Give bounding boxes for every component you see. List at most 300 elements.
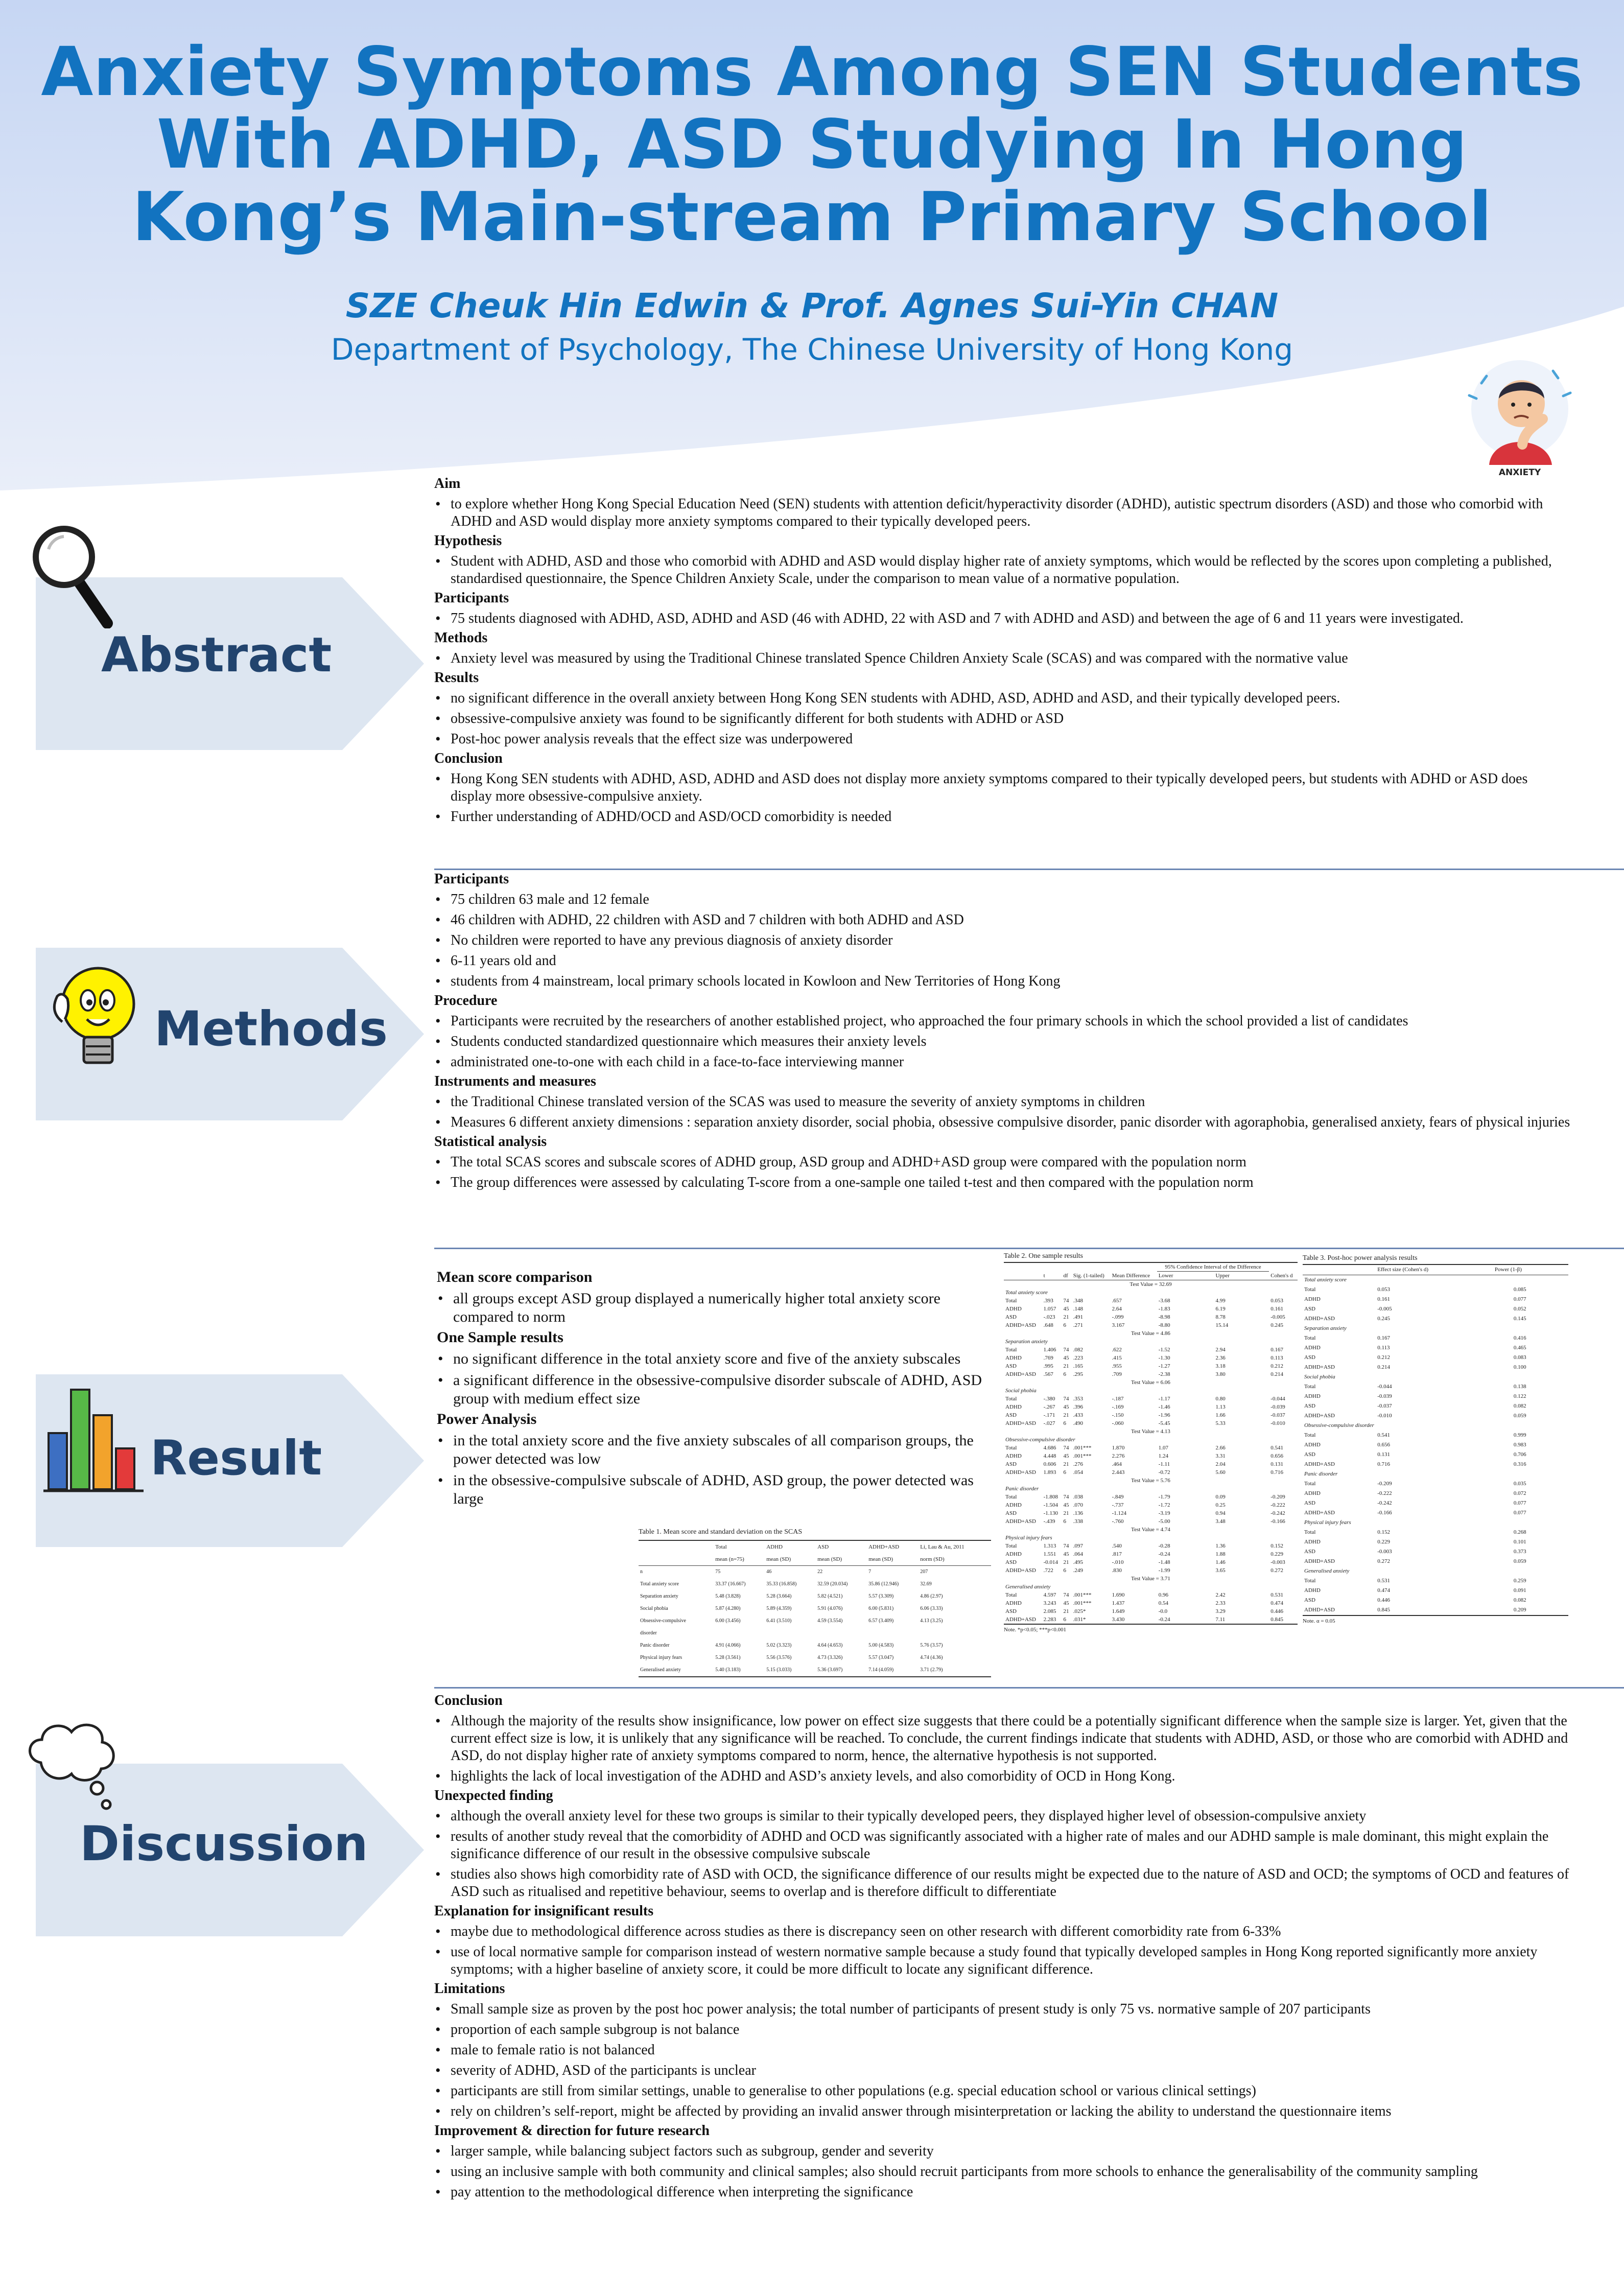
test-value-row	[1004, 1427, 1298, 1436]
list-item: • Although the majority of the results show insignificance, low power on effect size suggests that there could be a potentially significant difference when the sample size is larger. Yet, given that the current effect size is low, it is unlikely that any significance will be reached. To conclude, the current findings indicate that students with ADHD, ASD, or those who are comorbid with ADHD and ASD, do not display higher rate of anxiety symptoms compared to norm, hence, the alternative hypothesis is not supported.	[434, 1713, 1573, 1765]
table-cell: -0.24	[1158, 1551, 1170, 1557]
table-cell: 2.04	[1215, 1461, 1226, 1467]
table-cell: 0.229	[1270, 1551, 1284, 1557]
table-cell: 3.65	[1215, 1567, 1226, 1574]
table-cell: 3.48	[1215, 1518, 1226, 1525]
table-cell: Social phobia	[1005, 1388, 1037, 1394]
table-cell: Test Value = 4.13	[1131, 1428, 1170, 1435]
abstract-content	[434, 473, 1563, 826]
table-cell: 0.209	[1493, 1605, 1568, 1615]
table-row	[1004, 1313, 1298, 1321]
table-cell: 5.57 (3.047)	[868, 1655, 894, 1660]
table-cell: .648	[1043, 1322, 1053, 1328]
group-row	[1303, 1324, 1568, 1333]
table-cell: Total	[1304, 1286, 1316, 1293]
table-cell: 1.07	[1158, 1445, 1168, 1451]
bullet-list	[437, 1432, 988, 1508]
table-cell: -0.044	[1270, 1396, 1285, 1402]
table-cell: 21	[1063, 1510, 1069, 1516]
table-row	[1004, 1411, 1298, 1419]
table-cell: .830	[1112, 1567, 1122, 1574]
table-cell: 0.245	[1377, 1316, 1390, 1322]
table-row	[1303, 1547, 1568, 1557]
bullet-list	[434, 1154, 1573, 1191]
table-row	[1004, 1444, 1298, 1452]
table-cell: 3.18	[1215, 1363, 1226, 1369]
table-row	[1303, 1479, 1568, 1489]
list-item: • the Traditional Chinese translated version of the SCAS was used to measure the severity of anxiety symptoms in children	[434, 1093, 1573, 1111]
table-caption: Table 1. Mean score and standard deviation on the SCAS	[639, 1528, 803, 1536]
table-cell: 0.212	[1377, 1354, 1390, 1361]
table-header: ADHD+ASD	[868, 1544, 900, 1550]
table-subheader	[639, 1553, 714, 1566]
table-cell: 4.448	[1043, 1453, 1056, 1459]
table-cell: 45	[1063, 1551, 1069, 1557]
table-cell: 0.706	[1513, 1451, 1526, 1458]
table-cell: 5.60	[1215, 1469, 1226, 1475]
table-cell: 7.11	[1214, 1615, 1269, 1624]
table-cell: -0.28	[1158, 1543, 1170, 1549]
table-cell: .025*	[1073, 1608, 1086, 1614]
table-cell: -0.010	[1377, 1413, 1392, 1419]
table-cell: 2.085	[1043, 1608, 1056, 1614]
bullet-list	[437, 1350, 988, 1408]
table-cell: 45	[1063, 1600, 1069, 1606]
table-cell: Total	[1005, 1494, 1017, 1500]
table-header: Effect size (Cohen's d)	[1376, 1264, 1493, 1275]
table-cell: ADHD+ASD	[1304, 1510, 1335, 1516]
table-row	[1004, 1452, 1298, 1460]
table-cell: 45	[1063, 1306, 1069, 1312]
table-cell: 6.00 (3.456)	[715, 1618, 741, 1624]
table-row	[1004, 1403, 1298, 1411]
list-item: • all groups except ASD group displayed a numerically higher total anxiety score compared to norm	[437, 1290, 988, 1326]
table-cell: -.027	[1043, 1420, 1055, 1426]
table-row	[1303, 1411, 1568, 1421]
table-cell: 2.36	[1215, 1355, 1226, 1361]
table-cell: 5.56 (3.576)	[766, 1655, 792, 1660]
table-cell: ADHD+ASD	[1303, 1605, 1376, 1615]
table-header: Upper	[1214, 1272, 1269, 1280]
table-cell: 0.541	[1270, 1445, 1284, 1451]
table-cell: 2.443	[1112, 1469, 1125, 1475]
list-item: • use of local normative sample for comparison instead of western normative sample because a study found that typically developed samples in Hong Kong reported significantly more anxiety symptoms; with a higher baseline of anxiety score, it could be more difficult to locate any significant difference.	[434, 1943, 1573, 1978]
list-item: • highlights the lack of local investigation of the ADHD and ASD’s anxiety levels, and also comorbidity of OCD in Hong Kong.	[434, 1768, 1573, 1785]
table-cell: ADHD+ASD	[1304, 1364, 1335, 1370]
table-row	[1004, 1615, 1298, 1624]
table-row	[1004, 1354, 1298, 1362]
list-item: • Small sample size as proven by the post hoc power analysis; the total number of participants of present study is only 75 vs. normative sample of 207 participants	[434, 2001, 1573, 2018]
table-cell: ADHD	[1304, 1587, 1321, 1594]
table-cell: 6	[1063, 1322, 1066, 1328]
table-cell: 6	[1063, 1420, 1066, 1426]
table-cell: 3.29	[1215, 1608, 1226, 1614]
table-cell: -0.003	[1270, 1559, 1285, 1565]
table-cell: Total anxiety score	[640, 1581, 679, 1587]
table-cell: 0.101	[1513, 1539, 1526, 1545]
table-cell: -0.044	[1377, 1384, 1392, 1390]
table-row	[1303, 1557, 1568, 1566]
table-row	[1303, 1596, 1568, 1605]
table-cell: Total	[1005, 1298, 1017, 1304]
bullet-list	[434, 1013, 1573, 1071]
table-row	[1303, 1528, 1568, 1537]
table-cell: 45	[1063, 1355, 1069, 1361]
table-row	[1004, 1493, 1298, 1501]
table-row	[639, 1652, 991, 1664]
table-header: Total	[715, 1544, 727, 1550]
table-cell: 0.259	[1513, 1578, 1526, 1584]
list-item: • Student with ADHD, ASD and those who comorbid with ADHD and ASD would display higher rate of anxiety symptoms, which would be reflected by the scores upon completing a published, standardised questionnaire, the Spence Children Anxiety Scale, under the comparison to mean value of a normative population.	[434, 553, 1563, 588]
table-cell: ASD	[1005, 1412, 1017, 1418]
table-row	[1303, 1304, 1568, 1314]
table-cell: 1.13	[1215, 1404, 1226, 1410]
table-cell: 0.052	[1513, 1306, 1526, 1312]
table-cell: Total	[1304, 1578, 1316, 1584]
table-row	[639, 1627, 991, 1639]
table-cell: 5.48 (3.828)	[715, 1594, 741, 1599]
table-cell: 5.40 (3.183)	[714, 1664, 765, 1677]
table-subheader: mean (SD)	[816, 1553, 867, 1566]
table-cell: 0.272	[1377, 1558, 1390, 1564]
table-cell: 0.100	[1513, 1364, 1526, 1370]
divider-result-discussion	[434, 1687, 1624, 1689]
table-row	[1004, 1550, 1298, 1558]
table-cell: 45	[1063, 1404, 1069, 1410]
table-cell: ADHD+ASD	[1004, 1615, 1042, 1624]
table-cell: -1.96	[1158, 1412, 1170, 1418]
section-heading: Unexpected finding	[434, 1788, 553, 1803]
bullet-list	[434, 650, 1563, 667]
table-cell: 15.14	[1215, 1322, 1229, 1328]
table-cell: Total	[1304, 1481, 1316, 1487]
table-row	[1004, 1517, 1298, 1526]
table-cell: 32.59 (20.034)	[817, 1581, 848, 1587]
bullet-list	[434, 1808, 1573, 1901]
table-row	[1303, 1363, 1568, 1372]
table-cell: 0.474	[1270, 1600, 1284, 1606]
table-cell: Test Value = 5.76	[1131, 1478, 1170, 1484]
table-cell: 4.59 (3.554)	[817, 1618, 843, 1624]
poster-affiliation: Department of Psychology, The Chinese University of Hong Kong	[331, 332, 1293, 367]
table-cell: 4.91 (4.066)	[715, 1643, 741, 1648]
table-cell: 21	[1063, 1412, 1069, 1418]
table-cell: 2.42	[1215, 1592, 1226, 1598]
table-cell: 4.13 (3.25)	[920, 1618, 943, 1624]
table-header: Sig. (1-tailed)	[1072, 1272, 1111, 1280]
list-item: • pay attention to the methodological difference when interpreting the significance	[434, 2184, 1573, 2201]
table-header: df	[1062, 1272, 1072, 1280]
table-cell: 0.373	[1513, 1549, 1526, 1555]
list-item: • Anxiety level was measured by using the Traditional Chinese translated Spence Children Anxiety Scale (SCAS) and was compared with the normative value	[434, 650, 1563, 667]
table-cell: 0.152	[1377, 1529, 1390, 1535]
table-header: Lower	[1157, 1272, 1214, 1280]
table-row	[1303, 1314, 1568, 1324]
table-cell	[765, 1627, 816, 1639]
table-cell: ASD	[1304, 1549, 1316, 1555]
table-cell: .038	[1073, 1494, 1083, 1500]
divider-methods-result	[434, 1248, 1624, 1249]
table-cell: ASD	[1304, 1597, 1316, 1603]
table-cell: ASD	[1005, 1363, 1017, 1369]
table-cell: 0.845	[1269, 1615, 1298, 1624]
table-cell: 0.082	[1513, 1597, 1526, 1603]
table-cell: ADHD	[1304, 1345, 1321, 1351]
table-cell: -.267	[1043, 1404, 1055, 1410]
table-cell: ADHD	[1005, 1502, 1022, 1508]
table-cell: -0.222	[1377, 1490, 1392, 1496]
table-cell: -0.039	[1270, 1404, 1285, 1410]
table-cell: Obsessive-compulsive	[640, 1618, 686, 1624]
table-cell: ADHD+ASD	[1005, 1567, 1036, 1574]
section-heading: Instruments and measures	[434, 1073, 596, 1089]
table-header	[1004, 1262, 1157, 1272]
table-row	[1303, 1392, 1568, 1401]
table-cell: .001***	[1073, 1453, 1092, 1459]
table-cell: 0.077	[1513, 1500, 1526, 1506]
table-row	[1303, 1498, 1568, 1508]
table-cell: 0.656	[1270, 1453, 1284, 1459]
table-cell: Panic disorder	[640, 1643, 670, 1648]
table-cell: -1.27	[1158, 1363, 1170, 1369]
table-cell: 0.474	[1377, 1587, 1390, 1594]
table-cell	[816, 1627, 867, 1639]
table-cell: 4.86 (2.97)	[920, 1594, 943, 1599]
table-row	[1303, 1586, 1568, 1596]
bullet-list	[434, 1093, 1573, 1131]
table-cell: ADHD	[1005, 1600, 1022, 1606]
table-cell: Panic disorder	[1005, 1486, 1039, 1492]
table-subheader: mean (SD)	[867, 1553, 919, 1566]
table-cell: 2.66	[1215, 1445, 1226, 1451]
table-cell: Test Value = 4.86	[1131, 1330, 1170, 1337]
table-cell: -0.0	[1158, 1608, 1168, 1614]
section-heading: One Sample results	[437, 1329, 563, 1346]
table-header	[639, 1540, 714, 1553]
table-cell: 6	[1063, 1567, 1066, 1574]
table-cell: Total anxiety score	[1304, 1277, 1347, 1283]
table-cell: 4.99	[1215, 1298, 1226, 1304]
table-cell: ADHD+ASD	[1304, 1413, 1335, 1419]
section-heading: Procedure	[434, 993, 498, 1009]
group-row	[1004, 1485, 1298, 1493]
table-row	[1303, 1431, 1568, 1440]
bullet-list	[434, 690, 1563, 748]
table-cell: Physical injury fears	[1005, 1535, 1052, 1541]
table-row	[1303, 1576, 1568, 1586]
table-cell: .491	[1073, 1314, 1083, 1320]
table-cell: 3.243	[1043, 1600, 1056, 1606]
table-cell: 0.606	[1043, 1461, 1056, 1467]
table-cell: .657	[1112, 1298, 1122, 1304]
table-cell: 0.122	[1513, 1393, 1526, 1399]
table-row	[1004, 1362, 1298, 1370]
table-cell: 1.36	[1215, 1543, 1226, 1549]
table-cell: 45	[1063, 1502, 1069, 1508]
table-cell: 1.690	[1112, 1592, 1125, 1598]
table-row	[1303, 1333, 1568, 1343]
table-cell: 0.229	[1377, 1539, 1390, 1545]
table-cell: 74	[1063, 1592, 1069, 1598]
table-cell: -0.24	[1157, 1615, 1214, 1624]
table-cell: 0.268	[1513, 1529, 1526, 1535]
table-cell: Obsessive-compulsive disorder	[1005, 1437, 1075, 1443]
list-item: • Further understanding of ADHD/OCD and ASD/OCD comorbidity is needed	[434, 808, 1563, 826]
group-row	[1303, 1421, 1568, 1431]
list-item: • obsessive-compulsive anxiety was found to be significantly different for both students with ADHD or ASD	[434, 710, 1563, 728]
section-heading: Limitations	[434, 1981, 505, 1997]
table-cell: 0.077	[1513, 1296, 1526, 1302]
test-value-row	[1004, 1575, 1298, 1583]
table-1	[639, 1527, 991, 1677]
list-item: • No children were reported to have any previous diagnosis of anxiety disorder	[434, 932, 1573, 949]
table-cell: 0.083	[1513, 1354, 1526, 1361]
table-cell: .353	[1073, 1396, 1083, 1402]
table-cell: -1.30	[1158, 1355, 1170, 1361]
table-caption: Table 2. One sample results	[1004, 1252, 1083, 1260]
table-cell: -3.68	[1158, 1298, 1170, 1304]
table-cell: -.010	[1112, 1559, 1124, 1565]
table-cell: ADHD+ASD	[1005, 1420, 1036, 1426]
table-cell: .001***	[1073, 1592, 1092, 1598]
table-cell: -1.79	[1158, 1494, 1170, 1500]
table-cell: -1.48	[1158, 1559, 1170, 1565]
section-heading: Statistical analysis	[434, 1134, 547, 1150]
table-cell: ASD	[1304, 1306, 1316, 1312]
table-cell: ADHD	[1005, 1355, 1022, 1361]
magnifier-icon	[31, 521, 117, 628]
table-cell: Generalised anxiety	[1304, 1568, 1350, 1574]
group-row	[1303, 1518, 1568, 1528]
table-cell: ADHD	[1005, 1551, 1022, 1557]
list-item: • students from 4 mainstream, local primary schools located in Kowloon and New Territories of Hong Kong	[434, 973, 1573, 990]
group-row	[1303, 1566, 1568, 1576]
table-note: Note. *p<0.05; ***p<0.001	[1004, 1627, 1067, 1633]
table-cell: -0.005	[1270, 1314, 1285, 1320]
bar-chart-icon	[43, 1385, 146, 1497]
table-cell: 5.57 (3.309)	[868, 1594, 894, 1599]
table-cell: 1.057	[1043, 1306, 1056, 1312]
table-cell: -0.037	[1270, 1412, 1285, 1418]
table-cell: 3.71 (2.79)	[919, 1664, 991, 1677]
table-cell: 0.09	[1215, 1494, 1226, 1500]
table-cell: 6.00 (5.831)	[868, 1606, 894, 1611]
table-cell	[714, 1627, 765, 1639]
table-row	[1004, 1321, 1298, 1329]
table-cell: Test Value = 3.71	[1131, 1576, 1170, 1582]
table-cell: .817	[1112, 1551, 1122, 1557]
table-cell: 0.059	[1513, 1558, 1526, 1564]
table-cell: -0.166	[1377, 1510, 1392, 1516]
table-row	[1004, 1297, 1298, 1305]
abstract-label: Abstract	[101, 627, 332, 683]
table-cell: .622	[1112, 1347, 1122, 1353]
table-row	[639, 1590, 991, 1603]
table-cell: -1.808	[1043, 1494, 1058, 1500]
table-cell: Total	[1005, 1592, 1017, 1598]
table-cell: 21	[1063, 1608, 1069, 1614]
table-cell: 0.161	[1270, 1306, 1284, 1312]
table-cell: .396	[1073, 1404, 1083, 1410]
table-caption: Table 3. Post-hoc power analysis results	[1303, 1254, 1418, 1262]
table-cell: 1.437	[1112, 1600, 1125, 1606]
list-item: • Measures 6 different anxiety dimensions : separation anxiety disorder, social phobia, obsessive compulsive disorder, panic disorder with agoraphobia, generalised anxiety, fears of physical injuries	[434, 1114, 1573, 1131]
table-cell: .249	[1073, 1567, 1083, 1574]
table-cell: 0.113	[1270, 1355, 1283, 1361]
table-cell: 0.80	[1215, 1396, 1226, 1402]
table-cell: ADHD	[1304, 1442, 1321, 1448]
table-cell: -.737	[1112, 1502, 1124, 1508]
table-row	[1303, 1353, 1568, 1363]
section-heading: Methods	[434, 630, 488, 646]
table-header: Mean Difference	[1111, 1272, 1157, 1280]
methods-content	[434, 869, 1573, 1191]
table-cell: Physical injury fears	[1304, 1519, 1351, 1526]
table-cell: 74	[1063, 1298, 1069, 1304]
table-cell: 5.76 (3.57)	[920, 1643, 943, 1648]
table-cell: ADHD	[1005, 1404, 1022, 1410]
table-cell: .955	[1112, 1363, 1122, 1369]
result-label: Result	[150, 1431, 322, 1486]
table-cell: 0.94	[1215, 1510, 1226, 1516]
table-cell: ADHD	[1005, 1453, 1022, 1459]
group-row	[1004, 1288, 1298, 1297]
table-cell: 2.276	[1112, 1453, 1125, 1459]
table-cell: .064	[1073, 1551, 1083, 1557]
table-cell: 0.053	[1270, 1298, 1284, 1304]
table-row	[1303, 1537, 1568, 1547]
group-row	[1303, 1469, 1568, 1479]
table-header: Cohen's d	[1269, 1272, 1298, 1280]
bullet-list	[434, 610, 1563, 627]
table-header	[1303, 1264, 1376, 1275]
list-item: • Post-hoc power analysis reveals that the effect size was underpowered	[434, 731, 1563, 748]
table-cell: ASD	[1005, 1461, 1017, 1467]
table-cell: Test Value = 4.74	[1131, 1527, 1170, 1533]
table-cell: 0.416	[1513, 1335, 1526, 1341]
table-header	[1269, 1262, 1298, 1272]
table-cell: -0.003	[1377, 1549, 1392, 1555]
table-cell: ADHD+ASD	[1304, 1316, 1335, 1322]
table-header: t	[1042, 1272, 1062, 1280]
table-cell: Generalised anxiety	[639, 1664, 714, 1677]
table-cell: .001***	[1073, 1445, 1092, 1451]
table-cell: Total	[1304, 1432, 1316, 1438]
table-cell: Physical injury fears	[640, 1655, 682, 1660]
table-cell: -0.037	[1377, 1403, 1392, 1409]
table-cell: 5.28 (3.561)	[715, 1655, 741, 1660]
list-item: • proportion of each sample subgroup is not balance	[434, 2021, 1573, 2039]
table-cell: 4.597	[1043, 1592, 1056, 1598]
test-value-row	[1004, 1378, 1298, 1387]
list-item: • in the obsessive-compulsive subscale of ADHD, ASD group, the power detected was large	[437, 1471, 988, 1508]
table-subheader: mean (SD)	[765, 1553, 816, 1566]
table-cell: 6	[1063, 1371, 1066, 1377]
section-heading: Explanation for insignificant results	[434, 1903, 654, 1919]
table-cell: ASD	[1005, 1608, 1017, 1614]
bullet-list	[434, 553, 1563, 588]
table-cell: ADHD	[1304, 1490, 1321, 1496]
table-cell: n	[640, 1569, 643, 1575]
table-cell: ASD	[1304, 1354, 1316, 1361]
list-item: • although the overall anxiety level for these two groups is similar to their typically developed peers, they displayed higher level of obsession-compulsive anxiety	[434, 1808, 1573, 1825]
table-cell: Obsessive-compulsive disorder	[1304, 1422, 1374, 1428]
table-cell: 1.88	[1215, 1551, 1226, 1557]
table-cell: 2.33	[1215, 1600, 1226, 1606]
table-cell: Test Value = 32.69	[1129, 1281, 1172, 1287]
table-3	[1303, 1255, 1568, 1625]
list-item: • Hong Kong SEN students with ADHD, ASD, ADHD and ASD does not display more anxiety symptoms compared to their typically developed peers, but students with ADHD or ASD does display more obsessive-compulsive anxiety.	[434, 770, 1563, 805]
